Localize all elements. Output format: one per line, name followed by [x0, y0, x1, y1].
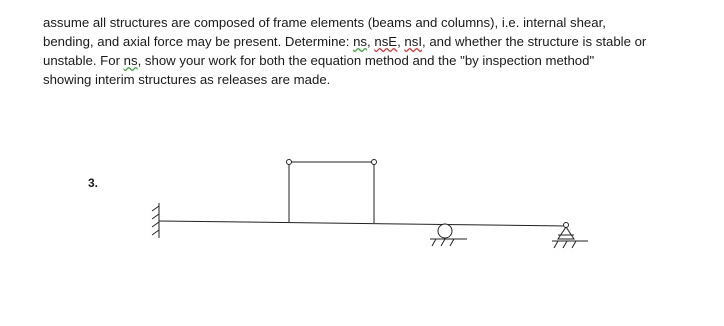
text-segment: unstable. For [43, 53, 124, 68]
pin-icon [564, 223, 569, 228]
text-segment: bending, and axial force may be present. Determine: [43, 34, 354, 49]
term-ns: ns [123, 53, 138, 68]
hinge-right [372, 160, 377, 165]
term-ns: ns [353, 34, 368, 49]
term-nsE: nsE [374, 34, 398, 49]
hinge-left [287, 160, 292, 165]
upper-frame [287, 160, 377, 224]
text-segment: , and whether the structure is stable or [422, 34, 647, 49]
text-segment: , [397, 34, 405, 49]
problem-number: 3. [88, 176, 99, 190]
text-segment: , [367, 34, 375, 49]
roller-icon [438, 224, 452, 238]
instructions-line-4: showing interim structures as releases are made. [43, 72, 331, 87]
term-nsI: nsI [404, 34, 423, 49]
roller-support [430, 224, 467, 246]
text-segment: , show your work for both the equation method and the "by inspection method" [137, 53, 595, 68]
fixed-support [152, 203, 159, 238]
instructions-line-1: assume all structures are composed of frame elements (beams and columns), i.e. internal shear, [43, 15, 606, 30]
main-beam [159, 221, 567, 226]
